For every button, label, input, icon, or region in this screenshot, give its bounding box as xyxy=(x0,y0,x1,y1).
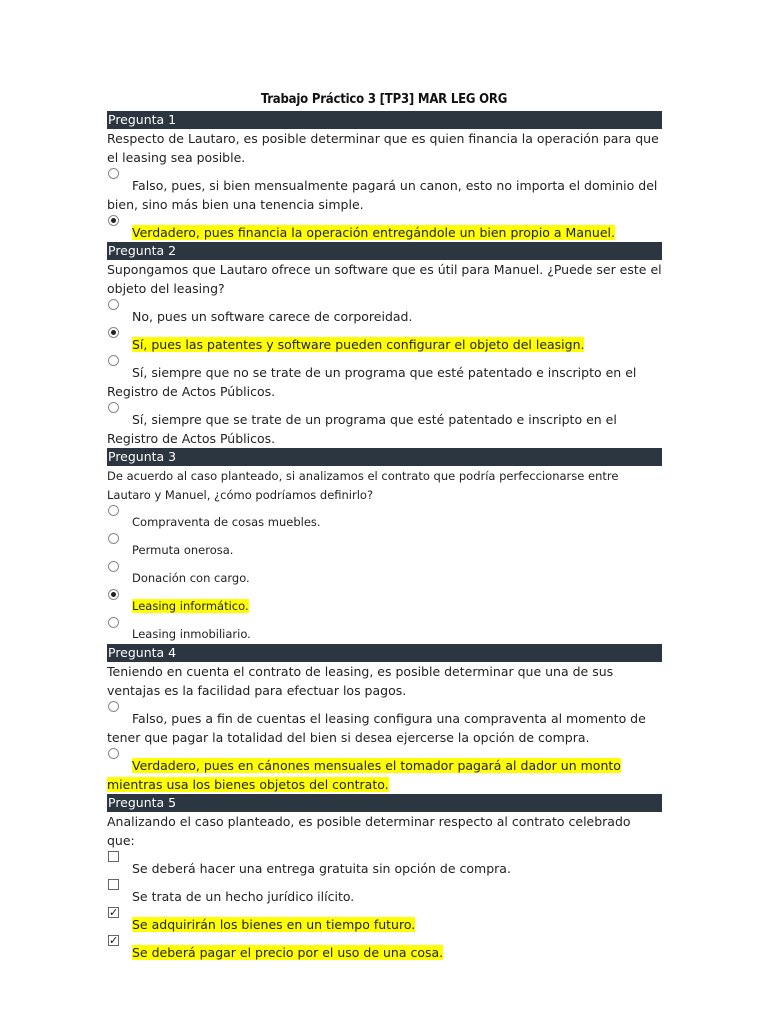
answer-option[interactable] xyxy=(107,616,662,644)
document-title: Trabajo Práctico 3 [TP3] MAR LEG ORG xyxy=(260,92,508,107)
option-label: Leasing inmobiliario. xyxy=(132,627,251,641)
radio-button-checked[interactable] xyxy=(108,215,119,226)
question-header: Pregunta 3 xyxy=(107,448,662,466)
answer-option[interactable] xyxy=(107,298,662,326)
answer-option[interactable] xyxy=(107,214,662,242)
question-text: Supongamos que Lautaro ofrece un software que es útil para Manuel. ¿Puede ser este el objeto del leasing? xyxy=(107,262,662,296)
option-label: Compraventa de cosas muebles. xyxy=(132,515,321,529)
radio-button[interactable] xyxy=(108,533,119,544)
question-5 xyxy=(107,794,662,962)
quiz-content xyxy=(107,111,662,962)
checkbox[interactable] xyxy=(108,851,119,862)
option-label: Se deberá hacer una entrega gratuita sin opción de compra. xyxy=(132,861,511,876)
question-text: De acuerdo al caso planteado, si analizamos el contrato que podría perfeccionarse entre Lautaro y Manuel, ¿cómo podríamos definirlo? xyxy=(107,469,619,502)
question-text: Teniendo en cuenta el contrato de leasing, es posible determinar que una de sus ventajas es la facilidad para efectuar los pagos. xyxy=(107,664,614,698)
question-1 xyxy=(107,111,662,242)
answer-option[interactable] xyxy=(107,504,662,532)
question-header: Pregunta 1 xyxy=(107,111,662,129)
option-label: Falso, pues a fin de cuentas el leasing configura una compraventa al momento de tener que pagar la totalidad del bien si desea ejercerse la opción de compra. xyxy=(107,711,646,745)
answer-option[interactable] xyxy=(107,700,662,747)
answer-option[interactable] xyxy=(107,878,662,906)
option-label: Sí, siempre que no se trate de un programa que esté patentado e inscripto en el Registro de Actos Públicos. xyxy=(107,365,637,399)
option-label: Permuta onerosa. xyxy=(132,543,234,557)
radio-button-checked[interactable] xyxy=(108,327,119,338)
checkbox-checked[interactable] xyxy=(108,907,119,918)
radio-button[interactable] xyxy=(108,168,119,179)
answer-option[interactable] xyxy=(107,532,662,560)
option-label-selected: Se adquirirán los bienes en un tiempo futuro. xyxy=(132,917,416,932)
answer-option[interactable] xyxy=(107,354,662,401)
option-label-selected: Leasing informático. xyxy=(132,599,249,613)
answer-option[interactable] xyxy=(107,850,662,878)
option-label-selected: Se deberá pagar el precio por el uso de una cosa. xyxy=(132,945,444,960)
radio-button[interactable] xyxy=(108,355,119,366)
question-3 xyxy=(107,448,662,644)
answer-option[interactable] xyxy=(107,401,662,448)
option-label: No, pues un software carece de corporeidad. xyxy=(132,309,413,324)
question-header: Pregunta 2 xyxy=(107,242,662,260)
radio-button[interactable] xyxy=(108,505,119,516)
radio-button[interactable] xyxy=(108,748,119,759)
answer-option[interactable] xyxy=(107,560,662,588)
question-header: Pregunta 5 xyxy=(107,794,662,812)
checkbox[interactable] xyxy=(108,879,119,890)
option-label: Se trata de un hecho jurídico ilícito. xyxy=(132,889,355,904)
radio-button[interactable] xyxy=(108,617,119,628)
question-text: Respecto de Lautaro, es posible determinar que es quien financia la operación para que el leasing sea posible. xyxy=(107,131,659,165)
option-label-highlighted: Verdadero, pues en cánones mensuales el tomador pagará al dador un monto mientras usa los bienes objetos del contrato. xyxy=(107,758,621,792)
answer-option[interactable] xyxy=(107,906,662,934)
question-2 xyxy=(107,242,662,448)
option-label: Donación con cargo. xyxy=(132,571,250,585)
checkbox-checked[interactable] xyxy=(108,935,119,946)
radio-button-checked[interactable] xyxy=(108,589,119,600)
question-text: Analizando el caso planteado, es posible determinar respecto al contrato celebrado que: xyxy=(107,814,631,848)
answer-option[interactable] xyxy=(107,167,662,214)
radio-button[interactable] xyxy=(108,402,119,413)
question-4 xyxy=(107,644,662,794)
radio-button[interactable] xyxy=(108,701,119,712)
answer-option[interactable] xyxy=(107,934,662,962)
option-label-selected: Verdadero, pues financia la operación entregándole un bien propio a Manuel. xyxy=(132,225,615,240)
answer-option[interactable] xyxy=(107,747,662,794)
option-label-selected: Sí, pues las patentes y software pueden configurar el objeto del leasign. xyxy=(132,337,585,352)
radio-button[interactable] xyxy=(108,299,119,310)
question-header: Pregunta 4 xyxy=(107,644,662,662)
option-label: Sí, siempre que se trate de un programa que esté patentado e inscripto en el Registro de Actos Públicos. xyxy=(107,412,617,446)
option-label: Falso, pues, si bien mensualmente pagará un canon, esto no importa el dominio del bien, sino más bien una tenencia simple. xyxy=(107,178,658,212)
radio-button[interactable] xyxy=(108,561,119,572)
answer-option[interactable] xyxy=(107,326,662,354)
answer-option[interactable] xyxy=(107,588,662,616)
